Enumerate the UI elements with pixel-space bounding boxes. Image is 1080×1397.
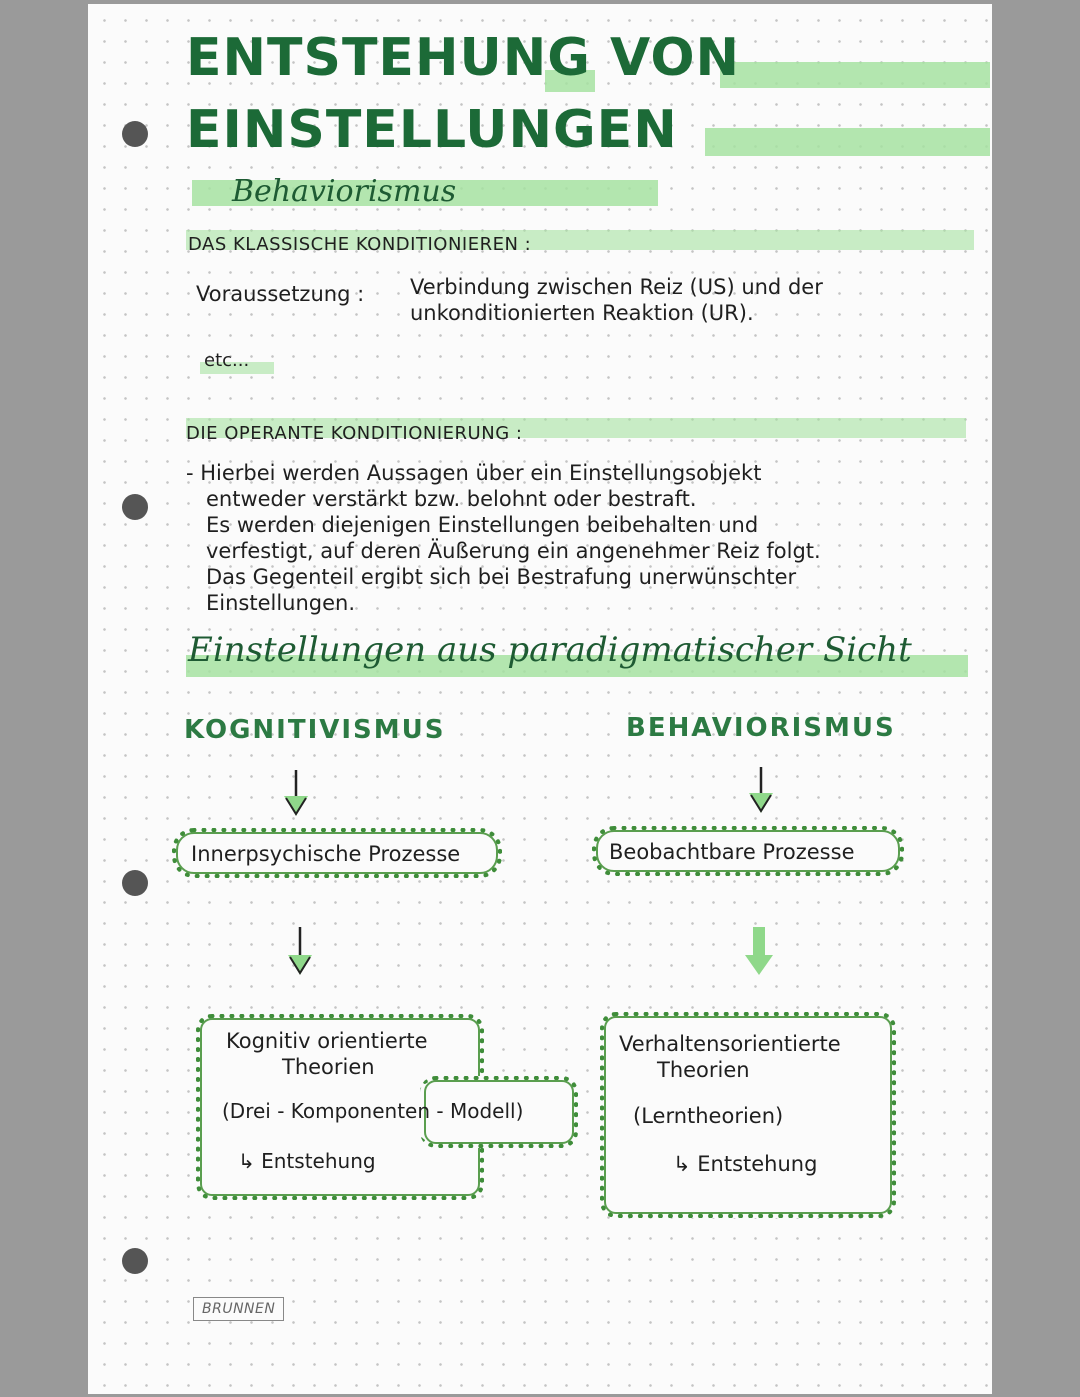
right-theory-line1: Verhaltensorientierte xyxy=(619,1032,841,1056)
punch-hole xyxy=(122,870,148,896)
down-arrow-icon xyxy=(743,925,775,977)
punch-hole xyxy=(122,494,148,520)
operant-paragraph xyxy=(186,460,926,616)
etc-text: etc... xyxy=(204,350,250,371)
left-result-text: ↳ Entstehung xyxy=(238,1149,376,1173)
operant-heading: DIE OPERANTE KONDITIONIERUNG : xyxy=(186,423,523,444)
right-model-text: (Lerntheorien) xyxy=(633,1104,784,1128)
left-model-text: (Drei - Komponenten - Modell) xyxy=(222,1099,524,1123)
title-highlight xyxy=(720,62,990,88)
left-theory-line2: Theorien xyxy=(282,1055,375,1079)
right-result-text: ↳ Entstehung xyxy=(673,1152,818,1176)
left-column-title: KOGNITIVISMUS xyxy=(184,715,446,745)
right-theory-box xyxy=(600,1012,896,1218)
left-process-box xyxy=(172,828,502,878)
down-arrow-icon xyxy=(745,765,777,815)
operant-line: Das Gegenteil ergibt sich bei Bestrafung unerwünschter xyxy=(206,565,797,589)
subtitle: Behaviorismus xyxy=(232,174,457,209)
brand-logo: BRUNNEN xyxy=(193,1297,284,1321)
prerequisite-text-1: Verbindung zwischen Reiz (US) und der xyxy=(410,275,823,299)
right-column-title: BEHAVIORISMUS xyxy=(626,713,896,743)
down-arrow-icon xyxy=(284,925,316,977)
title-highlight xyxy=(705,128,990,156)
page-title-line2: EINSTELLUNGEN xyxy=(186,100,678,160)
punch-hole xyxy=(122,121,148,147)
down-arrow-icon xyxy=(280,768,312,818)
left-theory-line1: Kognitiv orientierte xyxy=(226,1029,428,1053)
left-process-text: Innerpsychische Prozesse xyxy=(191,842,461,866)
operant-line: - Hierbei werden Aussagen über ein Einstellungsobjekt xyxy=(186,461,762,485)
paradigm-heading: Einstellungen aus paradigmatischer Sicht xyxy=(188,630,912,670)
prerequisite-text-2: unkonditionierten Reaktion (UR). xyxy=(410,301,754,325)
right-process-text: Beobachtbare Prozesse xyxy=(609,840,855,864)
punch-hole xyxy=(122,1248,148,1274)
prerequisite-label: Voraussetzung : xyxy=(196,282,365,306)
operant-line: entweder verstärkt bzw. belohnt oder bestraft. xyxy=(206,487,697,511)
right-process-box xyxy=(592,826,904,876)
classical-heading: DAS KLASSISCHE KONDITIONIEREN : xyxy=(188,234,532,255)
right-theory-line2: Theorien xyxy=(657,1058,750,1082)
operant-line: Einstellungen. xyxy=(206,591,356,615)
page-title-line1: ENTSTEHUNG VON xyxy=(186,28,741,88)
operant-line: verfestigt, auf deren Äußerung ein angenehmer Reiz folgt. xyxy=(206,539,821,563)
operant-line: Es werden diejenigen Einstellungen beibehalten und xyxy=(206,513,759,537)
